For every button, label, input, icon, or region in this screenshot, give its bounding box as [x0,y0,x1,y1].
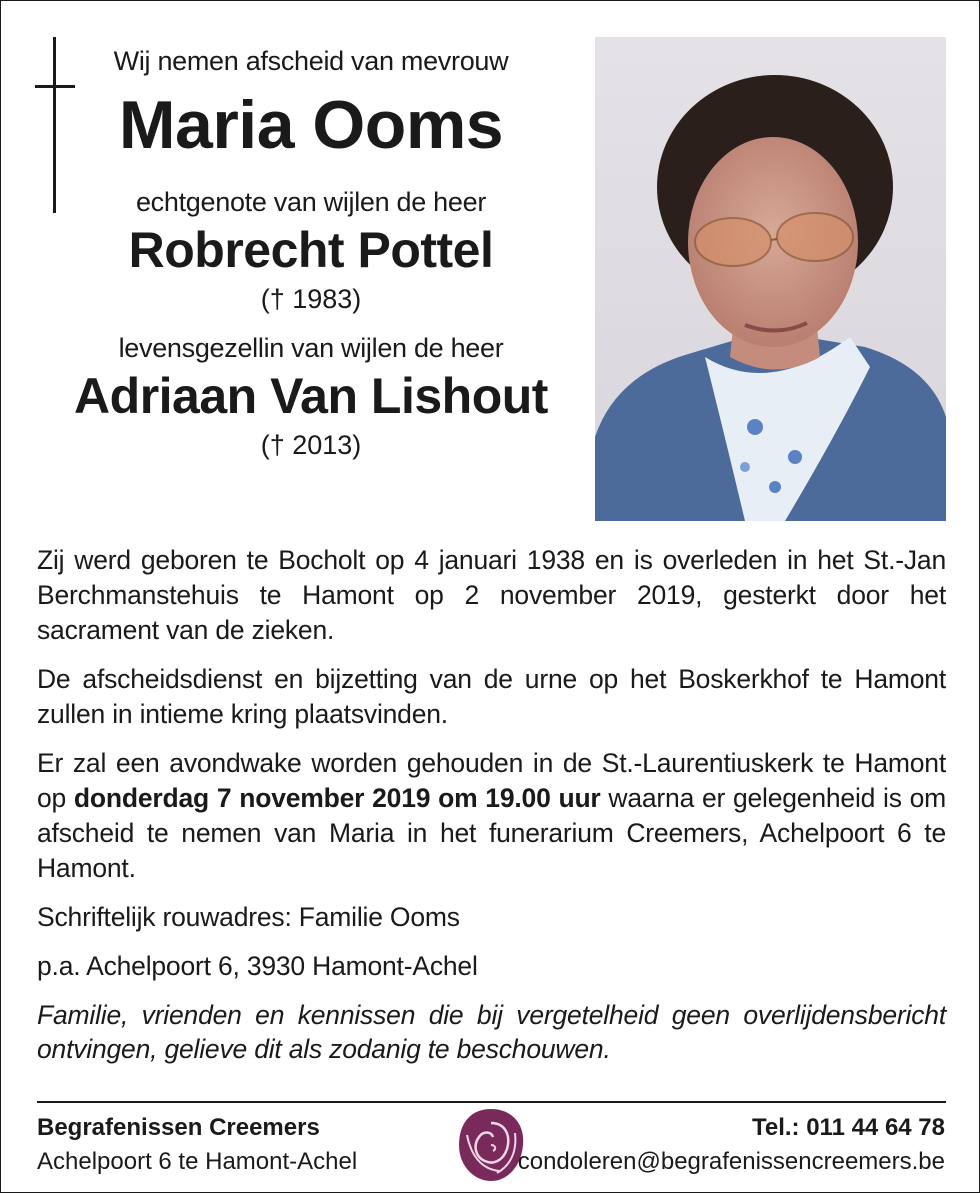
spouse-name: Robrecht Pottel [128,222,494,278]
phone-number[interactable]: Tel.: 011 44 64 78 [751,1114,945,1141]
spouse-relation: echtgenote van wijlen de heer [135,187,487,217]
spouse-year: († 1983) [260,284,362,314]
footer-divider [37,1101,946,1103]
notice-note: Familie, vrienden en kennissen die bij vergetelheid geen overlijdensbericht ontvingen, gelieve dit als zodanig te beschouwen. [37,1000,946,1064]
portrait-illustration [595,37,946,521]
birth-death-paragraph: Zij werd geboren te Bocholt op 4 januari 1938 en is overleden in het St.-Jan Berchmanstehuis te Hamont op 2 november 2019, gesterkt door het sacrament van de zieken. [37,545,946,645]
email-address[interactable]: condoleren@begrafenissencreemers.be [517,1148,945,1175]
company-name: Begrafenissen Creemers [37,1114,320,1141]
deceased-name: Maria Ooms [118,87,504,163]
funeral-home-info [37,1111,357,1179]
obituary-body [37,543,946,1080]
portrait-photo [595,37,946,521]
header [41,41,581,475]
partner-name: Adriaan Van Lishout [74,368,548,424]
mourning-address-line2: p.a. Achelpoort 6, 3930 Hamont-Achel [37,951,478,981]
mourning-address-line1: Schriftelijk rouwadres: Familie Ooms [37,902,460,932]
wake-paragraph: Er zal een avondwake worden gehouden in de St.-Laurentiuskerk te Hamont op donderdag 7 november 2019 om 19.00 uur waarna er gelegenheid is om afscheid te nemen van Maria in het funerarium Creemers, Achelpoort 6 te Hamont. [37,748,946,883]
contact-info [518,1111,945,1179]
wake-datetime: donderdag 7 november 2019 om 19.00 uur [73,783,601,813]
partner-relation: levensgezellin van wijlen de heer [118,333,504,363]
intro-text: Wij nemen afscheid van mevrouw [113,46,509,76]
partner-year: († 2013) [260,430,362,460]
company-address: Achelpoort 6 te Hamont-Achel [37,1148,358,1175]
ceremony-paragraph: De afscheidsdienst en bijzetting van de urne op het Boskerkhof te Hamont zullen in intieme kring plaatsvinden. [37,664,946,729]
